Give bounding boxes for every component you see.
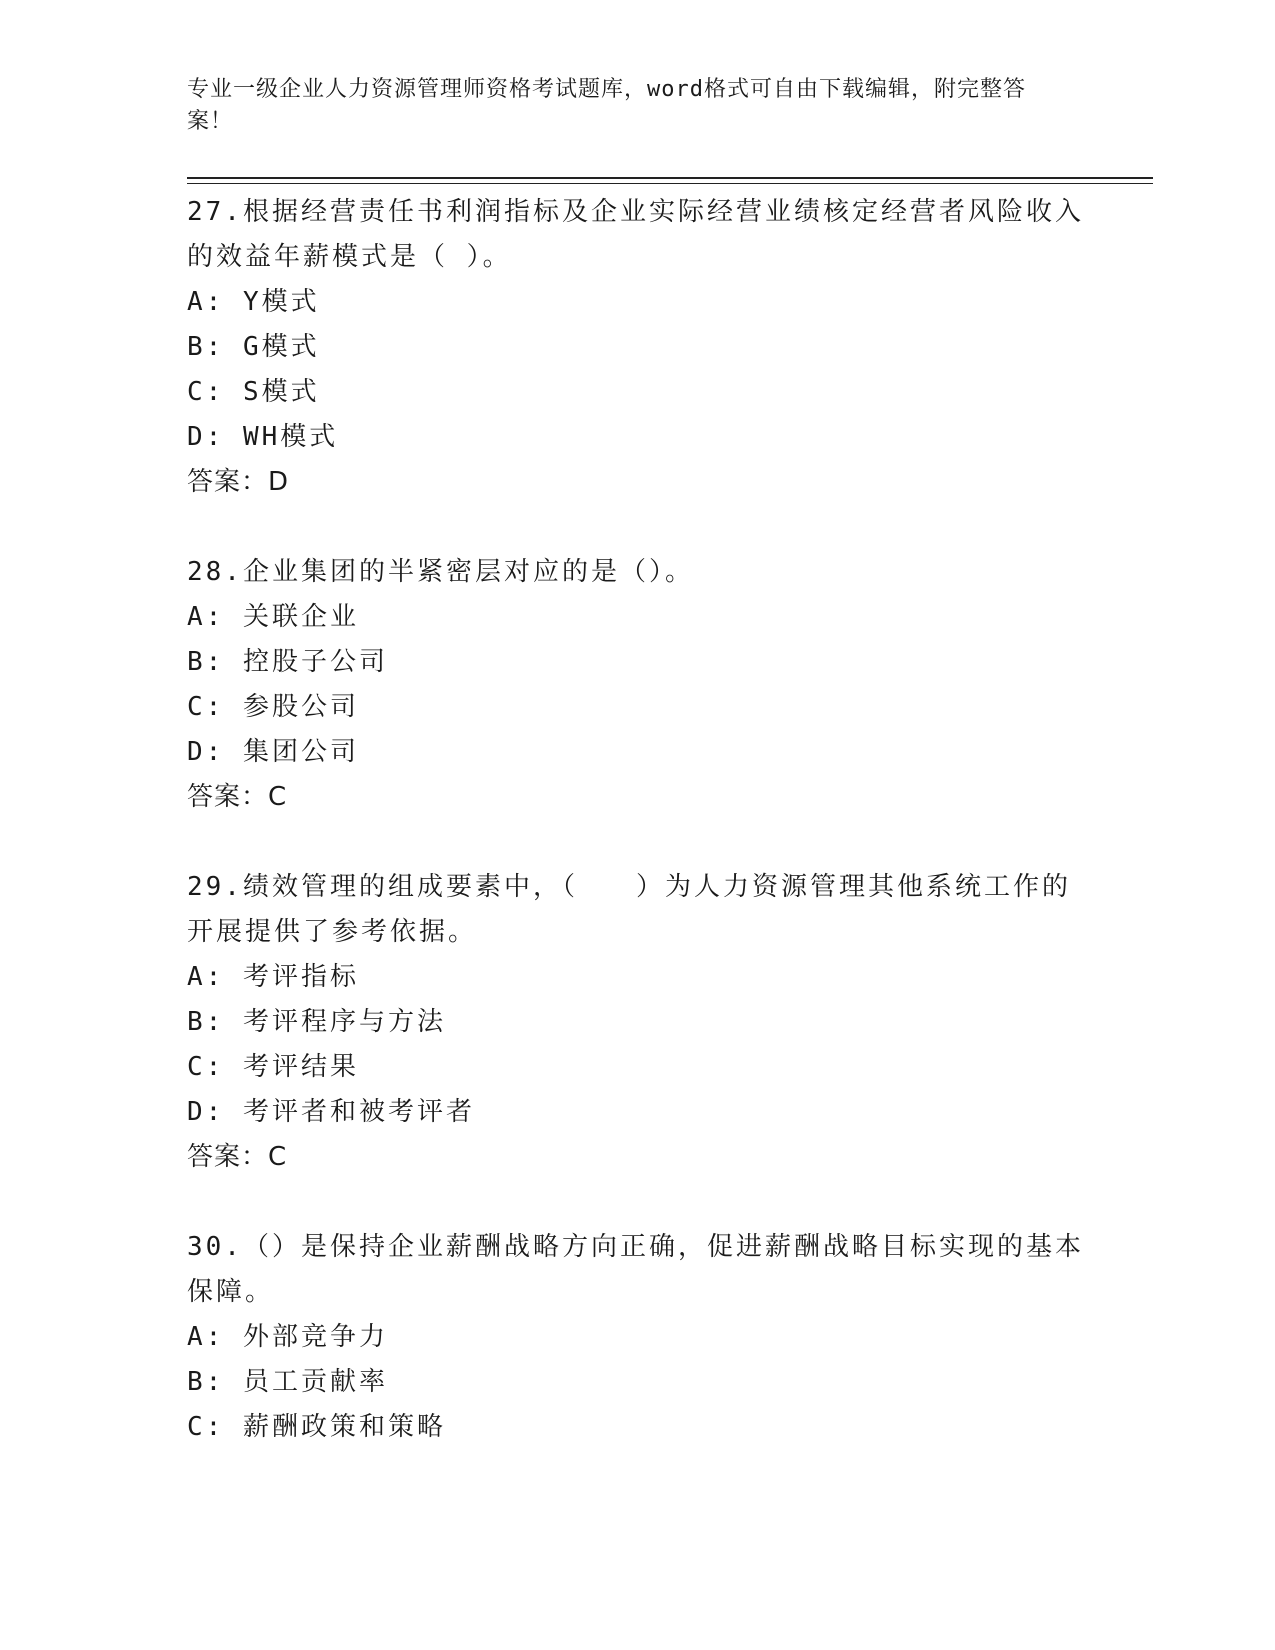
option-c: C: 参股公司 [187, 692, 359, 722]
option-b: B: G模式 [187, 332, 320, 362]
option-c: C: S模式 [187, 377, 320, 407]
answer-line: 答案：D [187, 467, 290, 497]
question-stem: 27.根据经营责任书利润指标及企业实际经营业绩核定经营者风险收入的效益年薪模式是（ ）。 [187, 197, 1084, 272]
header-note: 专业一级企业人力资源管理师资格考试题库，word格式可自由下载编辑，附完整答案！ [187, 77, 1026, 134]
option-d: D: 考评者和被考评者 [187, 1097, 475, 1127]
option-b: B: 员工贡献率 [187, 1367, 388, 1397]
option-d: D: WH模式 [187, 422, 339, 452]
header-divider-thick [187, 177, 1153, 179]
option-b: B: 考评程序与方法 [187, 1007, 446, 1037]
option-a: A: 关联企业 [187, 602, 359, 632]
question-stem: 30.（）是保持企业薪酬战略方向正确，促进薪酬战略目标实现的基本保障。 [187, 1232, 1084, 1307]
question-stem: 29.绩效管理的组成要素中，（ ）为人力资源管理其他系统工作的开展提供了参考依据。 [187, 872, 1071, 947]
option-a: A: Y模式 [187, 287, 320, 317]
option-a: A: 考评指标 [187, 962, 359, 992]
option-d: D: 集团公司 [187, 737, 359, 767]
question-28 [187, 550, 1087, 820]
question-27 [187, 190, 1087, 505]
question-29 [187, 865, 1087, 1180]
option-b: B: 控股子公司 [187, 647, 388, 677]
option-c: C: 薪酬政策和策略 [187, 1412, 446, 1442]
answer-line: 答案：C [187, 1142, 288, 1172]
question-list [187, 190, 1087, 1495]
question-30 [187, 1225, 1087, 1450]
option-c: C: 考评结果 [187, 1052, 359, 1082]
answer-line: 答案：C [187, 782, 288, 812]
header-divider-thin [187, 183, 1153, 184]
option-a: A: 外部竞争力 [187, 1322, 388, 1352]
question-stem: 28.企业集团的半紧密层对应的是（）。 [187, 557, 694, 587]
